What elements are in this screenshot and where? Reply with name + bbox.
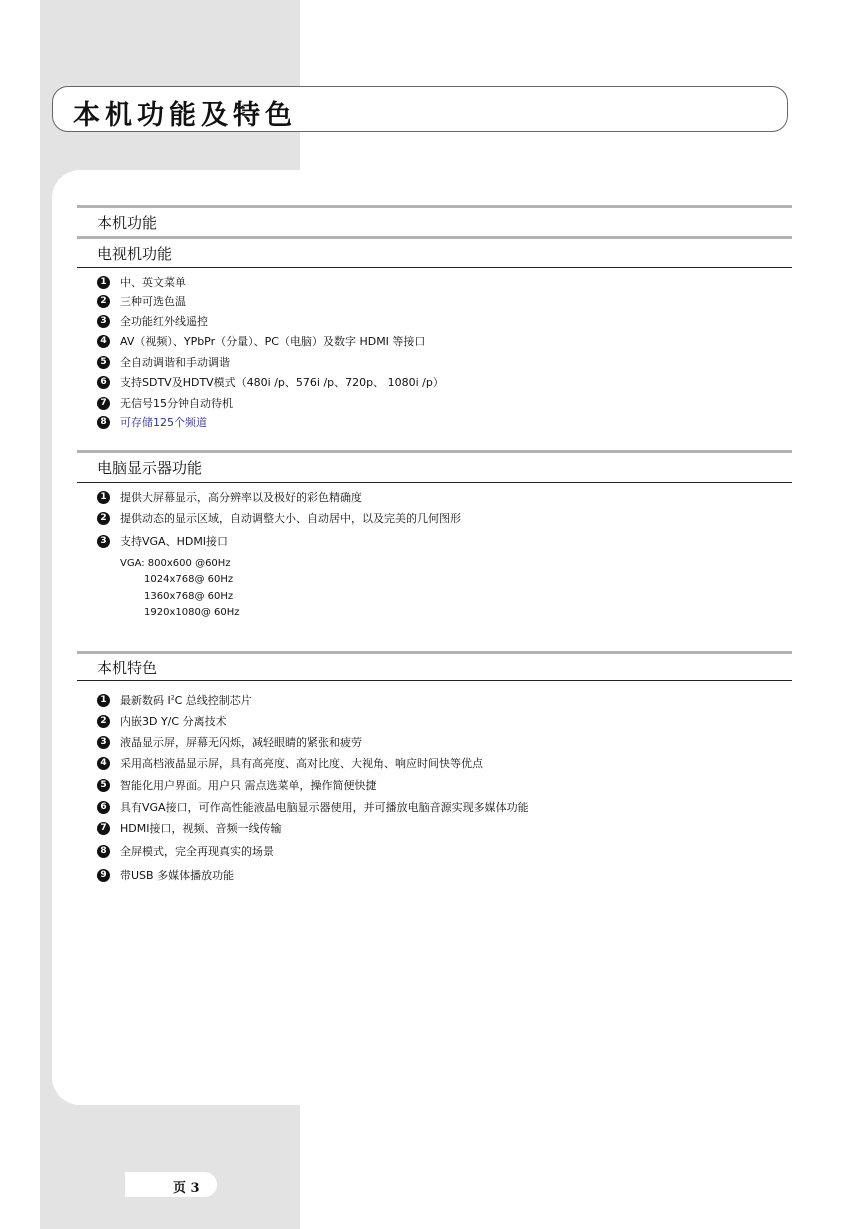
item-text: 液晶显示屏，屏幕无闪烁，减轻眼睛的紧张和疲劳	[120, 736, 362, 749]
page-label: 页	[173, 1181, 187, 1196]
number-badge: 6	[97, 376, 110, 389]
section-divider	[77, 651, 792, 654]
section-divider	[77, 450, 792, 453]
list-item	[97, 533, 228, 549]
section-title-machine-functions: 本机功能	[97, 214, 158, 232]
list-item	[97, 489, 362, 505]
list-item	[97, 777, 377, 793]
title-box	[52, 86, 788, 132]
section-underline	[77, 267, 792, 268]
list-item	[97, 354, 230, 370]
number-badge: 9	[97, 869, 110, 882]
list-item	[97, 867, 234, 883]
page-title: 本机功能及特色	[73, 100, 297, 131]
list-item	[97, 692, 252, 708]
item-text: 全功能红外线遥控	[120, 315, 208, 328]
number-badge: 4	[97, 757, 110, 770]
number-badge: 8	[97, 416, 110, 429]
item-text: 采用高档液晶显示屏，具有高亮度、高对比度、大视角、响应时间快等优点	[120, 757, 483, 770]
item-text: HDMI接口，视频、音频一线传输	[120, 822, 282, 835]
section-underline	[77, 680, 792, 681]
number-badge: 8	[97, 845, 110, 858]
list-item	[97, 313, 208, 329]
list-item	[97, 333, 425, 349]
item-text	[120, 692, 252, 708]
number-badge: 1	[97, 276, 110, 289]
item-text: 提供动态的显示区域，自动调整大小、自动居中，以及完美的几何图形	[120, 512, 461, 525]
resolution-line: 1920x1080@ 60Hz	[144, 607, 240, 618]
number-badge: 3	[97, 535, 110, 548]
section-title-features: 本机特色	[97, 659, 158, 677]
resolution-line: VGA: 800x600 @60Hz	[120, 558, 231, 569]
section-title-tv-functions: 电视机功能	[97, 245, 173, 263]
number-badge: 3	[97, 315, 110, 328]
list-item	[97, 414, 207, 430]
list-item	[97, 274, 186, 290]
resolution-line: 1360x768@ 60Hz	[144, 591, 234, 602]
list-item	[97, 820, 281, 836]
item-text: 三种可选色温	[120, 295, 186, 308]
item-text: 具有VGA接口，可作高性能液晶电脑显示器使用，并可播放电脑音源实现多媒体功能	[120, 801, 529, 814]
list-item	[97, 755, 483, 771]
page-number	[173, 1177, 200, 1196]
page-number-value: 3	[190, 1181, 200, 1196]
item-text-post: C 总线控制芯片	[174, 694, 252, 707]
number-badge: 7	[97, 397, 110, 410]
item-text-pre: 最新数码 I	[120, 694, 171, 707]
number-badge: 4	[97, 335, 110, 348]
item-text: 提供大屏幕显示，高分辨率以及极好的彩色精确度	[120, 491, 362, 504]
resolution-line: 1024x768@ 60Hz	[144, 574, 234, 585]
list-item	[97, 293, 186, 309]
number-badge: 1	[97, 694, 110, 707]
list-item	[97, 843, 274, 859]
number-badge: 7	[97, 822, 110, 835]
section-underline	[77, 482, 792, 483]
list-item	[97, 510, 461, 526]
list-item	[97, 799, 529, 815]
section-title-pc-monitor-functions: 电脑显示器功能	[97, 459, 203, 477]
list-item	[97, 713, 227, 729]
section-divider	[77, 236, 792, 239]
list-item	[97, 734, 362, 750]
item-text: AV（视频）、YPbPr（分量）、PC（电脑）及数字 HDMI 等接口	[120, 335, 426, 348]
number-badge: 3	[97, 736, 110, 749]
number-badge: 5	[97, 779, 110, 792]
item-text: 带USB 多媒体播放功能	[120, 869, 235, 882]
number-badge: 2	[97, 512, 110, 525]
item-text: 无信号15分钟自动待机	[120, 397, 233, 410]
section-divider	[77, 205, 792, 208]
page-number-tab	[125, 1172, 217, 1197]
number-badge: 2	[97, 715, 110, 728]
item-text: 支持VGA、HDMI接口	[120, 535, 229, 548]
number-badge: 6	[97, 801, 110, 814]
list-item	[97, 374, 444, 390]
list-item	[97, 395, 233, 411]
item-text: 全屏模式，完全再现真实的场景	[120, 845, 274, 858]
superscript: 2	[170, 694, 175, 702]
item-text: 全自动调谐和手动调谐	[120, 356, 230, 369]
item-text: 内嵌3D Y/C 分离技术	[120, 715, 227, 728]
item-text: 智能化用户界面。用户只 需点选菜单，操作简便快捷	[120, 779, 377, 792]
item-text: 中、英文菜单	[120, 276, 186, 289]
item-text: 支持SDTV及HDTV模式（480i /p、576i /p、720p、 1080i /p）	[120, 376, 444, 389]
number-badge: 1	[97, 491, 110, 504]
number-badge: 2	[97, 295, 110, 308]
item-text: 可存储125个频道	[120, 416, 207, 429]
number-badge: 5	[97, 356, 110, 369]
content-card	[52, 170, 851, 1105]
